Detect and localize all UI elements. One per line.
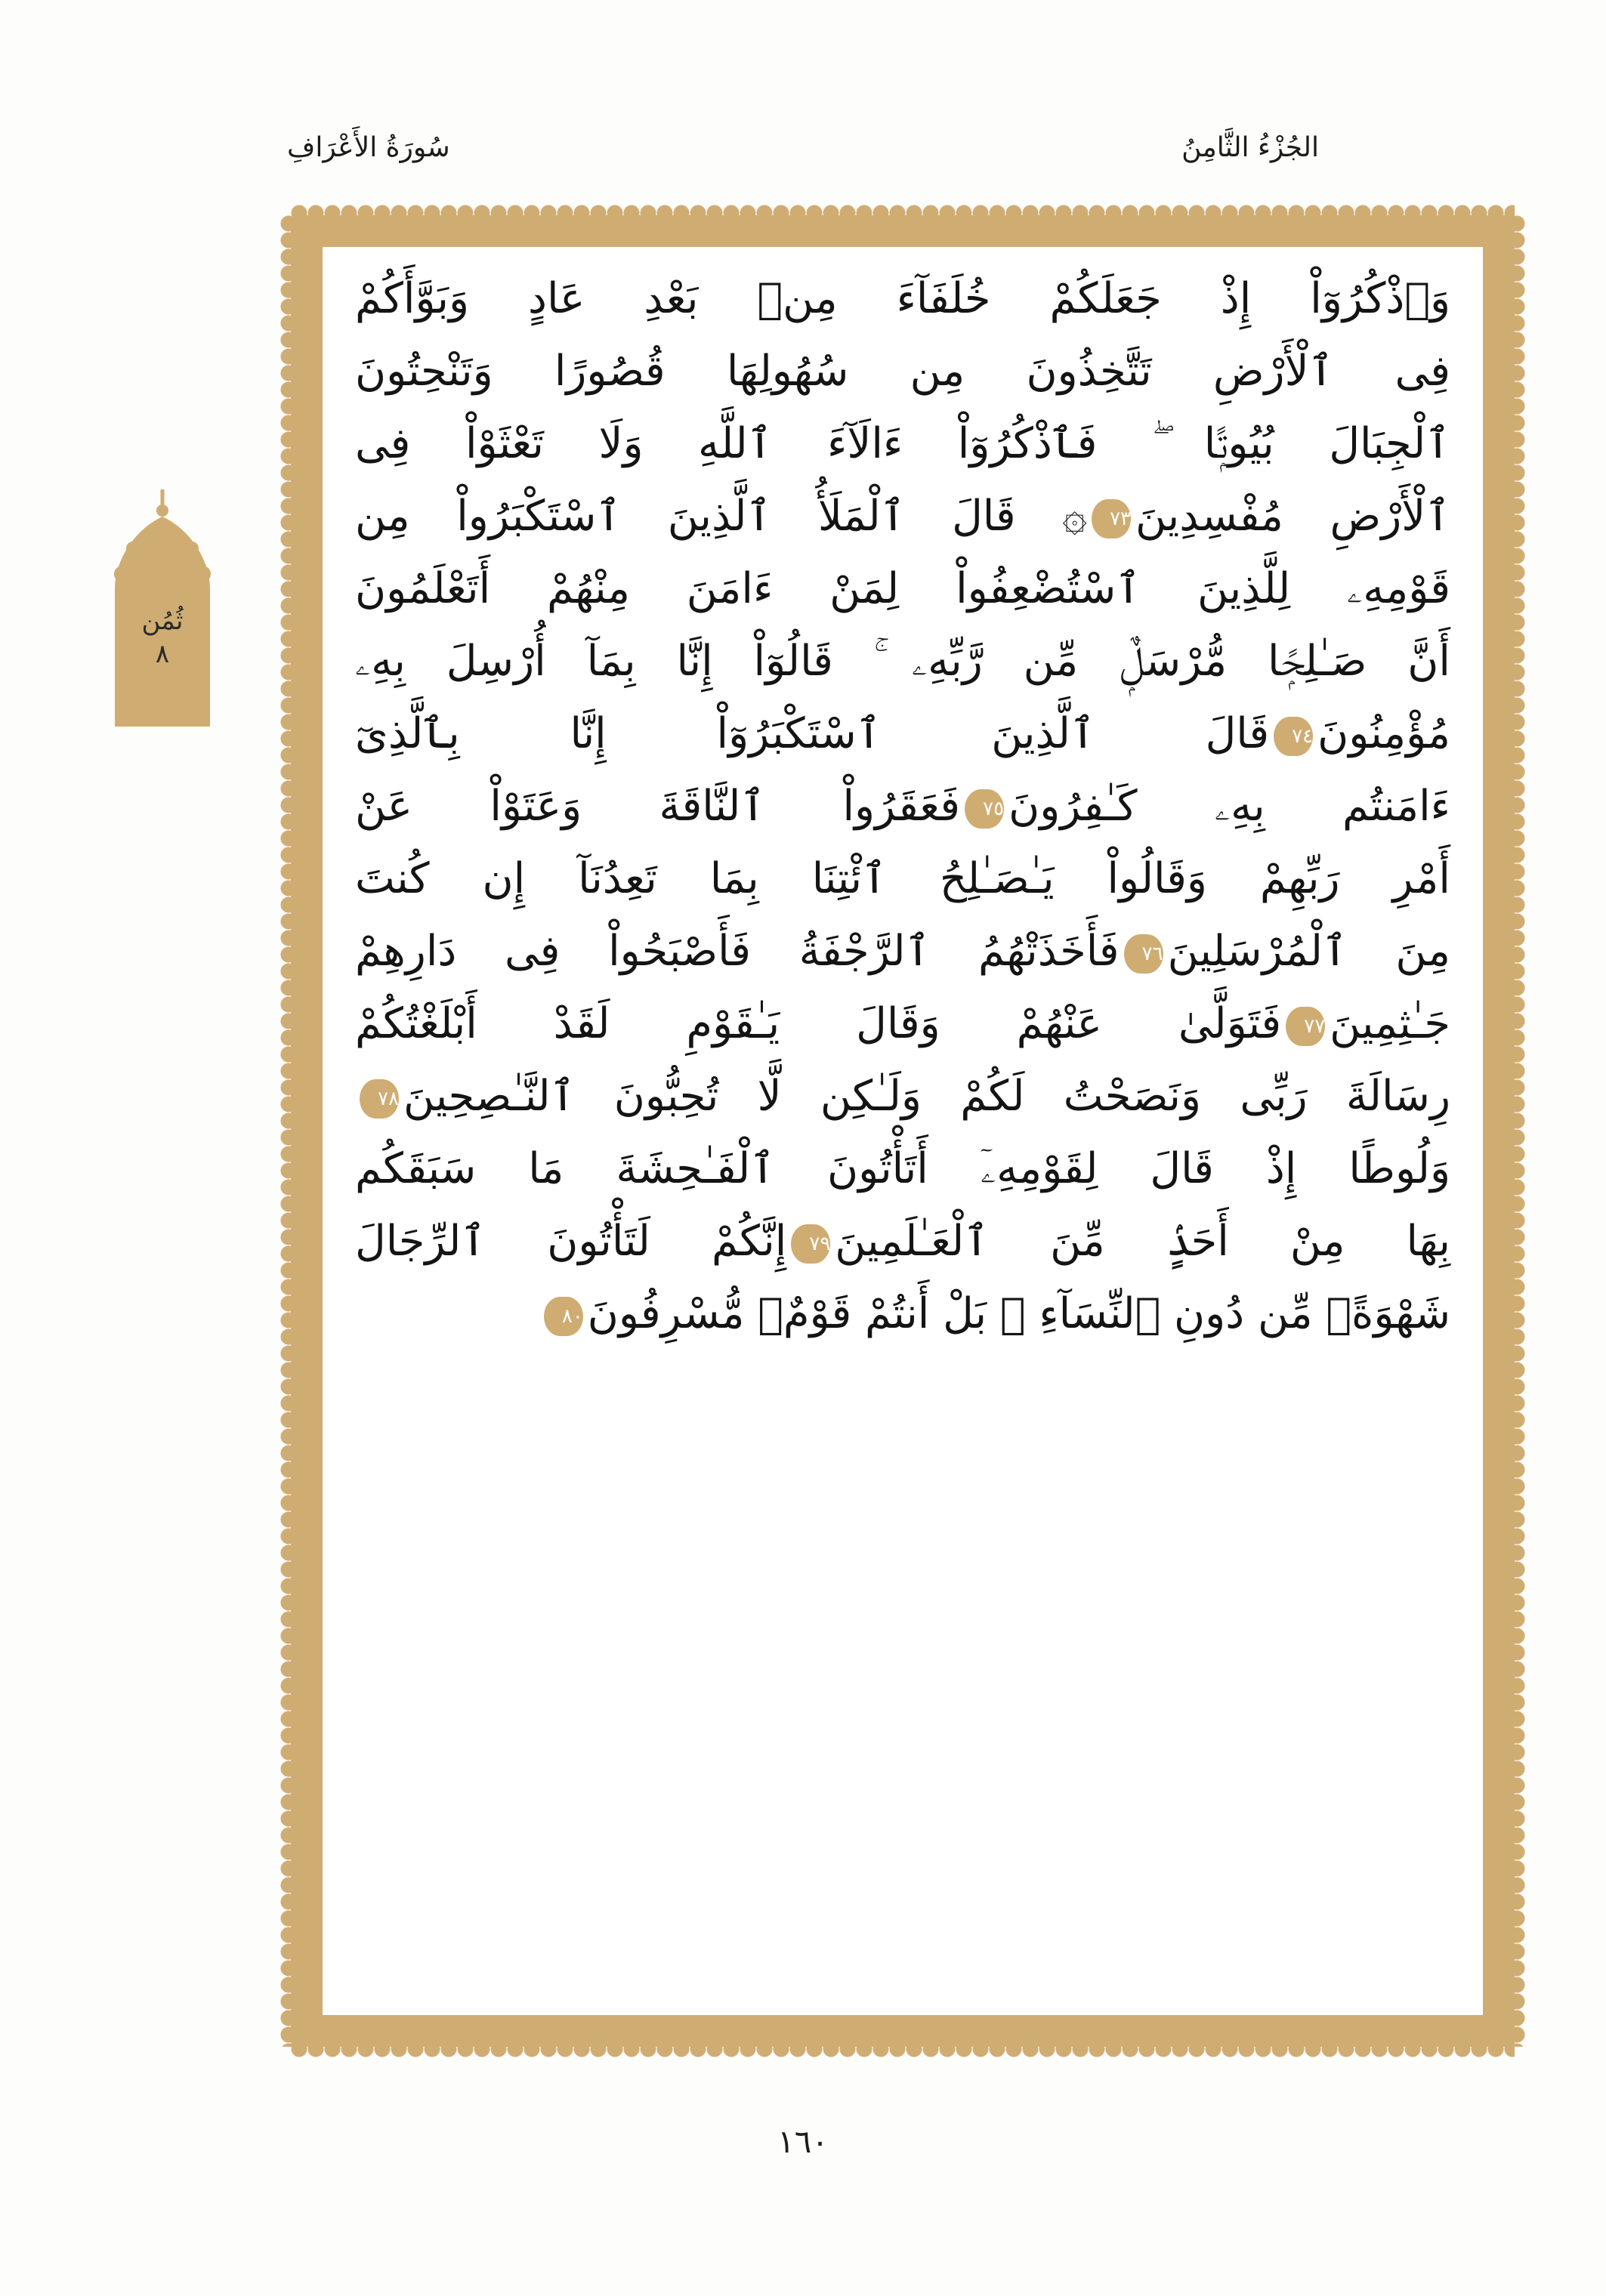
frame-scallop-top: [291, 205, 1515, 221]
frame-scallop-right: [1509, 215, 1525, 2047]
ayah-text: ٱلْجِبَالَ بُيُوتًۭا ۖ فَٱذْكُرُوٓاْ ءَالَآءَ ٱللَّهِ وَلَا تَعْثَوْاْ فِى: [355, 419, 1450, 468]
ayah-line: [351, 1060, 1455, 1133]
ornamental-frame: [291, 215, 1515, 2047]
frame-scallop-bottom: [291, 2041, 1515, 2057]
text-panel: [323, 247, 1483, 2015]
ayah-text: وَٱذْكُرُوٓاْ إِذْ جَعَلَكُمْ خُلَفَآءَ مِنۢ بَعْدِ عَادٍ وَبَوَّأَكُمْ: [355, 274, 1450, 323]
ayah-number-marker: ٧٧: [1286, 1007, 1325, 1046]
ayah-line: [351, 1205, 1455, 1278]
surah-label: سُورَةُ الأَعْرَافِ: [287, 131, 450, 163]
ayah-line: [351, 335, 1455, 408]
ayah-text: ءَامَنتُم بِهِۦ كَـٰفِرُونَ: [1008, 782, 1451, 831]
ayah-text-continued: ۞ قَالَ ٱلْمَلَأُ ٱلَّذِينَ ٱسْتَكْبَرُواْ مِن: [355, 492, 1088, 541]
ayah-line: [351, 843, 1455, 915]
ayah-line: [351, 625, 1455, 698]
ayah-number-marker: ٧٦: [1124, 934, 1163, 974]
ayah-text-continued: فَتَوَلَّىٰ عَنْهُمْ وَقَالَ يَـٰقَوْمِ لَقَدْ أَبْلَغْتُكُمْ: [355, 999, 1282, 1048]
ayah-line: [351, 915, 1455, 988]
ayah-number-marker: ٨٠: [544, 1297, 583, 1336]
thumn-label: ثُمُن: [141, 606, 184, 636]
page-number: ١٦٠: [777, 2123, 829, 2160]
page-header: [0, 113, 1606, 181]
ayah-number-marker: ٧٤: [1274, 717, 1313, 756]
ayah-text: بِهَا مِنْ أَحَدٍۢ مِّنَ ٱلْعَـٰلَمِينَ: [835, 1217, 1451, 1266]
ayah-number-marker: ٧٣: [1092, 499, 1131, 539]
ayah-text: أَنَّ صَـٰلِحًۭا مُّرْسَلٌۭ مِّن رَّبِّهِۦ ۚ قَالُوٓاْ إِنَّا بِمَآ أُرْسِلَ بِهِۦ: [355, 637, 1450, 686]
ayah-text-continued: قَالَ ٱلَّذِينَ ٱسْتَكْبَرُوٓاْ إِنَّا بِٱلَّذِىٓ: [355, 709, 1270, 758]
ayah-text-continued: فَأَخَذَتْهُمُ ٱلرَّجْفَةُ فَأَصْبَحُواْ فِى دَارِهِمْ: [355, 927, 1120, 976]
ayah-line: [351, 770, 1455, 843]
ayah-text: مِنَ ٱلْمُرْسَلِينَ: [1167, 927, 1450, 976]
ayah-line: [351, 263, 1455, 335]
ayah-text: قَوْمِهِۦ لِلَّذِينَ ٱسْتُضْعِفُواْ لِمَنْ ءَامَنَ مِنْهُمْ أَتَعْلَمُونَ: [355, 564, 1450, 613]
frame-scallop-left: [280, 215, 297, 2047]
ayah-text: رِسَالَةَ رَبِّى وَنَصَحْتُ لَكُمْ وَلَـٰكِن لَّا تُحِبُّونَ ٱلنَّـٰصِحِينَ: [403, 1072, 1450, 1121]
ayah-line: [351, 480, 1455, 553]
ayah-line: [351, 553, 1455, 625]
ayah-text: وَلُوطًا إِذْ قَالَ لِقَوْمِهِۦٓ أَتَأْتُونَ ٱلْفَـٰحِشَةَ مَا سَبَقَكُم: [355, 1144, 1450, 1193]
ayah-text: أَمْرِ رَبِّهِمْ وَقَالُواْ يَـٰصَـٰلِحُ ٱئْتِنَا بِمَا تَعِدُنَآ إِن كُنتَ: [355, 854, 1450, 903]
ayah-text-continued: إِنَّكُمْ لَتَأْتُونَ ٱلرِّجَالَ: [355, 1217, 787, 1266]
thumn-marker: [106, 483, 219, 733]
ayah-line: [351, 1133, 1455, 1205]
thumn-number: ٨: [155, 639, 170, 669]
ayah-text-continued: فَعَقَرُواْ ٱلنَّاقَةَ وَعَتَوْاْ عَنْ: [355, 782, 961, 831]
ayah-number-marker: ٧٩: [791, 1224, 830, 1264]
ayah-text: شَهْوَةًۭ مِّن دُونِ ٱلنِّسَآءِ ۚ بَلْ أَنتُمْ قَوْمٌۭ مُّسْرِفُونَ: [587, 1289, 1450, 1338]
ayah-text: ٱلْأَرْضِ مُفْسِدِينَ: [1135, 492, 1450, 541]
ayah-text: مُؤْمِنُونَ: [1317, 709, 1450, 758]
ayah-line: [351, 1278, 1455, 1350]
ayah-line: [351, 988, 1455, 1060]
ayah-number-marker: ٧٨: [360, 1079, 399, 1119]
ayah-line: [351, 408, 1455, 480]
ayah-text: فِى ٱلْأَرْضِ تَتَّخِذُونَ مِن سُهُولِهَا قُصُورًا وَتَنْحِتُونَ: [355, 347, 1450, 396]
ayah-text: جَـٰثِمِينَ: [1330, 999, 1450, 1048]
quran-text-body: [351, 263, 1455, 1999]
ayah-line: [351, 698, 1455, 770]
ayah-number-marker: ٧٥: [965, 789, 1004, 829]
juz-label: الجُزْءُ الثَّامِنُ: [1181, 131, 1319, 163]
thumn-label-group: [106, 604, 219, 671]
